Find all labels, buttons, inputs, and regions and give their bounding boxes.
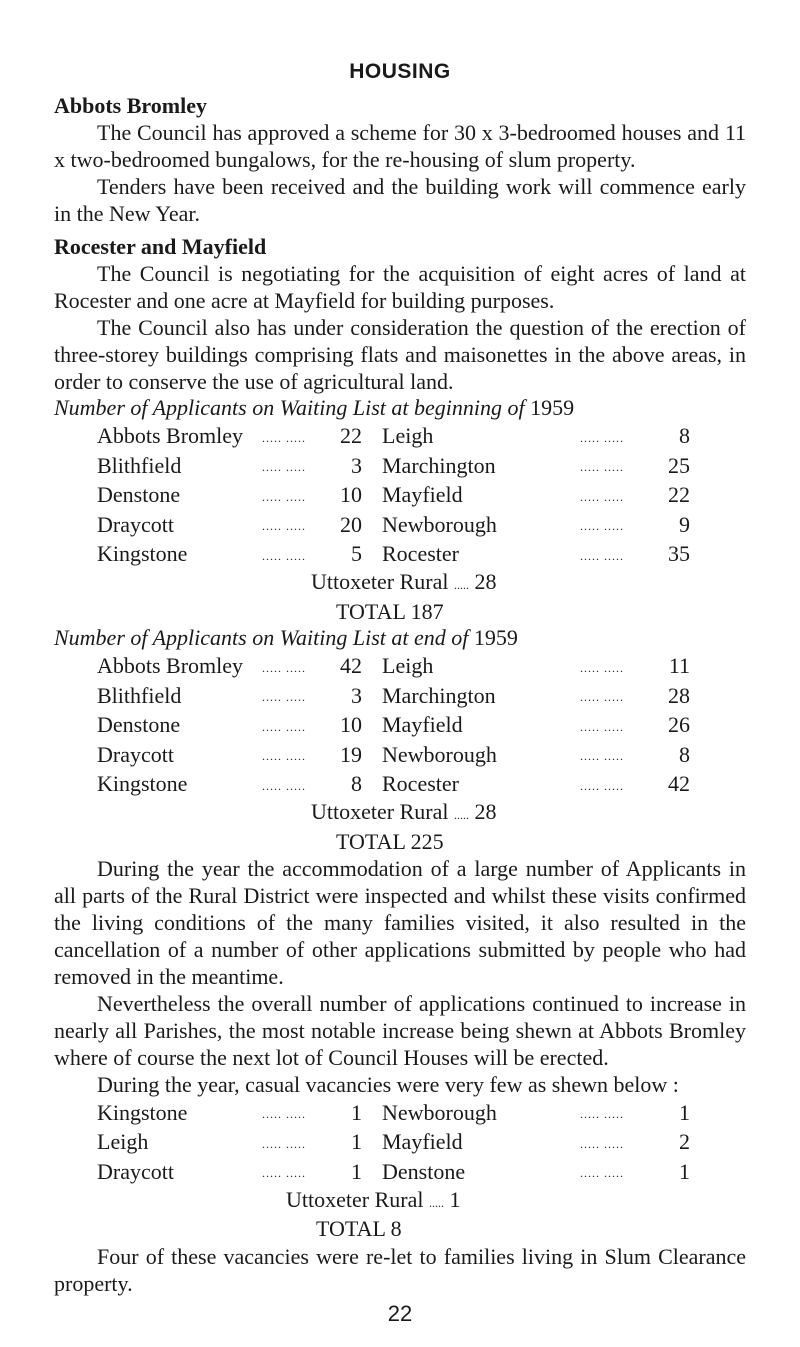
paragraph: Tenders have been received and the building work will commence early in the New Year. — [54, 174, 746, 226]
table-row — [97, 1157, 690, 1187]
applicant-count: 8 — [679, 423, 690, 448]
paragraph: The Council is negotiating for the acquisition of eight acres of land at Rocester and one acre at Mayfield for building purposes. — [54, 261, 746, 313]
page-number: 22 — [387, 1301, 413, 1326]
waiting-list-end-table — [97, 652, 690, 800]
applicant-count: 22 — [340, 423, 362, 448]
leader-dots: ..... ..... — [262, 489, 306, 504]
place-name: Abbots Bromley — [97, 653, 244, 678]
table-row — [97, 422, 690, 452]
spacer — [362, 540, 382, 570]
applicant-count: 1 — [679, 1158, 690, 1184]
applicant-count: 3 — [351, 682, 362, 708]
leader-dots: ..... ..... — [262, 548, 306, 563]
paragraph: During the year, casual vacancies were very few as shewn below : — [97, 1072, 679, 1097]
place-name: Denstone — [382, 1158, 466, 1184]
applicant-count: 19 — [340, 741, 362, 767]
place-name: Rocester — [382, 541, 459, 566]
leader-dots: ..... ..... — [580, 660, 624, 675]
place-name: Marchington — [382, 452, 496, 478]
waiting-list-begin-table — [97, 422, 690, 570]
applicant-count: 9 — [679, 511, 690, 537]
table-row — [97, 510, 690, 540]
place-name: Blithfield — [97, 452, 182, 478]
leader-dots: ..... ..... — [262, 1107, 306, 1121]
leader-dots: ..... ..... — [580, 1166, 624, 1180]
table-row — [97, 451, 690, 481]
place-name: Abbots Bromley — [97, 423, 244, 448]
leader-dots: ..... ..... — [580, 548, 624, 563]
applicant-count: 2 — [679, 1129, 690, 1154]
place-name: Draycott — [97, 741, 174, 767]
spacer — [362, 1098, 382, 1128]
leader-dots: ..... ..... — [580, 460, 624, 474]
applicant-count: 1 — [679, 1099, 690, 1125]
leader-dots: ..... ..... — [580, 519, 624, 533]
leader-dots: ..... ..... — [262, 519, 306, 533]
table-row — [97, 652, 690, 682]
spacer — [362, 510, 382, 540]
paragraph: Nevertheless the overall number of applications continued to increase in nearly all Parishes, the most notable increase being shewn at Abbots Bromley where of course the next lot of Council Houses will be erected. — [54, 991, 746, 1070]
applicant-count: 25 — [668, 452, 690, 478]
place-name: Kingstone — [97, 771, 188, 796]
applicant-count: 20 — [340, 511, 362, 537]
spacer — [362, 451, 382, 481]
place-name: Newborough — [382, 741, 497, 767]
leader-dots: ..... ..... — [262, 690, 306, 704]
place-name: Marchington — [382, 682, 496, 708]
leader-dots: ..... ..... — [580, 430, 624, 445]
table-row — [97, 1128, 690, 1158]
leader-dots: ..... ..... — [262, 778, 306, 793]
paragraph: The Council also has under consideration the question of the erection of three-storey buildings comprising flats and maisonettes in the above areas, in order to conserve the use of agricultural land. — [54, 315, 746, 394]
place-name: Leigh — [382, 423, 434, 448]
place-name: Mayfield — [382, 482, 463, 507]
table-row — [97, 681, 690, 711]
uttoxeter-rural-row: Uttoxeter Rural ..... 1 — [286, 1186, 461, 1212]
applicant-count: 1 — [351, 1158, 362, 1184]
place-name: Kingstone — [97, 541, 188, 566]
applicant-count: 22 — [668, 482, 690, 507]
spacer — [362, 1157, 382, 1187]
applicant-count: 28 — [668, 682, 690, 708]
table-row — [97, 740, 690, 770]
leader-dots: ..... ..... — [262, 749, 306, 763]
leader-dots: ..... ..... — [580, 1136, 624, 1151]
place-name: Rocester — [382, 771, 459, 796]
leader-dots: ..... ..... — [580, 1107, 624, 1121]
leader-dots: ..... ..... — [580, 489, 624, 504]
place-name: Mayfield — [382, 1129, 463, 1154]
leader-dots: ..... ..... — [262, 660, 306, 675]
place-name: Draycott — [97, 1158, 174, 1184]
uttoxeter-rural-row: Uttoxeter Rural ..... 28 — [311, 799, 497, 824]
document-page — [54, 60, 746, 1297]
applicant-count: 10 — [340, 482, 362, 507]
place-name: Denstone — [97, 482, 181, 507]
applicant-count: 42 — [340, 653, 362, 678]
table-row — [97, 1098, 690, 1128]
leader-dots: ..... ..... — [580, 719, 624, 734]
applicant-count: 1 — [351, 1129, 362, 1154]
spacer — [362, 770, 382, 800]
spacer — [362, 652, 382, 682]
uttoxeter-rural-row: Uttoxeter Rural ..... 28 — [311, 569, 497, 594]
place-name: Newborough — [382, 511, 497, 537]
applicant-count: 1 — [351, 1099, 362, 1125]
leader-dots: ..... ..... — [262, 1136, 306, 1151]
paragraph: Four of these vacancies were re-let to families living in Slum Clearance property. — [54, 1243, 746, 1296]
place-name: Blithfield — [97, 682, 182, 708]
spacer — [362, 481, 382, 511]
leader-dots: ..... ..... — [262, 430, 306, 445]
waiting-list-begin-caption: Number of Applicants on Waiting List at beginning of 1959 — [54, 395, 575, 420]
total-row: TOTAL 8 — [316, 1216, 402, 1241]
waiting-list-end-caption: Number of Applicants on Waiting List at end of 1959 — [54, 625, 518, 650]
spacer — [362, 711, 382, 741]
total-row: TOTAL 225 — [336, 828, 444, 854]
place-name: Leigh — [97, 1129, 149, 1154]
table-row — [97, 481, 690, 511]
spacer — [362, 1128, 382, 1158]
place-name: Leigh — [382, 653, 434, 678]
table-row — [97, 711, 690, 741]
spacer — [362, 740, 382, 770]
leader-dots: ..... ..... — [580, 690, 624, 704]
applicant-count: 10 — [340, 712, 362, 737]
paragraph: During the year the accommodation of a large number of Applicants in all parts of the Rural District were inspected and whilst these visits confirmed the living conditions of the many families visited, it also resulted in the cancellation of a number of other applications submitted by people who had removed in the meantime. — [54, 856, 746, 989]
leader-dots: ..... ..... — [580, 778, 624, 793]
place-name: Denstone — [97, 712, 181, 737]
page-title: HOUSING — [349, 60, 451, 83]
applicant-count: 5 — [351, 541, 362, 566]
applicant-count: 26 — [668, 712, 690, 737]
place-name: Newborough — [382, 1099, 497, 1125]
table-row — [97, 770, 690, 800]
place-name: Mayfield — [382, 712, 463, 737]
leader-dots: ..... ..... — [262, 460, 306, 474]
applicant-count: 3 — [351, 452, 362, 478]
spacer — [362, 422, 382, 452]
heading-abbots-bromley: Abbots Bromley — [54, 93, 207, 118]
applicant-count: 35 — [668, 541, 690, 566]
spacer — [362, 681, 382, 711]
place-name: Kingstone — [97, 1099, 188, 1125]
vacancies-table — [97, 1098, 690, 1187]
table-row — [97, 540, 690, 570]
applicant-count: 8 — [351, 771, 362, 796]
applicant-count: 42 — [668, 771, 690, 796]
total-row: TOTAL 187 — [336, 598, 444, 624]
applicant-count: 8 — [679, 741, 690, 767]
leader-dots: ..... ..... — [262, 1166, 306, 1180]
applicant-count: 11 — [668, 653, 690, 678]
paragraph: The Council has approved a scheme for 30 x 3-bedroomed houses and 11 x two-bedroomed bungalows, for the re-housing of slum property. — [54, 120, 746, 172]
leader-dots: ..... ..... — [262, 719, 306, 734]
leader-dots: ..... ..... — [580, 749, 624, 763]
place-name: Draycott — [97, 511, 174, 537]
heading-rocester-mayfield: Rocester and Mayfield — [54, 234, 267, 259]
